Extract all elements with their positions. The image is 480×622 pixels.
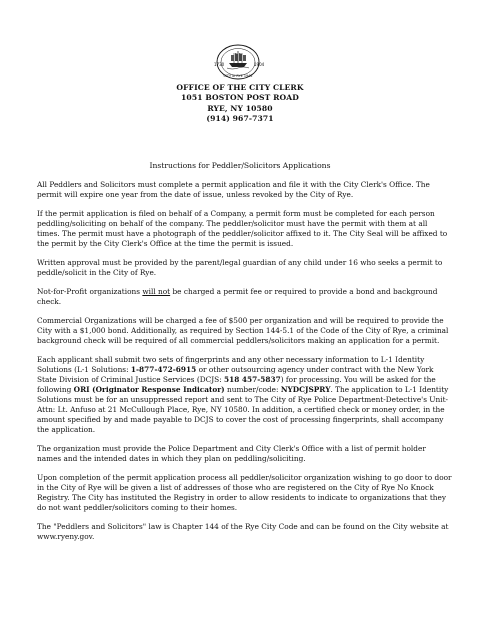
paragraph-permit-holders-list: The organization must provide the Police Department and City Clerk's Office with a list of permit holder names and the intended dates in which they plan on peddling/soliciting.	[37, 444, 426, 463]
document-body	[37, 180, 452, 551]
paragraph-commercial-fee: Commercial Organizations will be charged a fee of $500 per organization and will be required to provide the City with a $1,000 bond. Additionally, as required by Section 144-5.1 of the Code of the City of Rye, a criminal background check will be required of all commercial peddlers/solicitors making an application for a permit.	[37, 316, 449, 345]
svg-text:1904: 1904	[254, 62, 265, 67]
city-seal-logo	[200, 44, 276, 80]
paragraph-company-permit: If the permit application is filed on behalf of a Company, a permit form must be completed for each person peddling/soliciting on behalf of the company. The peddler/solicitor must have the permit with them at all times. The permit must have a photograph of the peddler/solicitor affixed to it. The City Seal will be affixed to the permit by the City Clerk's Office at the time the permit is issued.	[37, 209, 448, 248]
svg-text:1730: 1730	[214, 62, 225, 67]
paragraph-city-code: The "Peddlers and Solicitors" law is Chapter 144 of the Rye City Code and can be found on the City website at www.ryeny.gov.	[37, 522, 449, 541]
office-phone: (914) 967-7371	[206, 114, 274, 124]
office-city: RYE, NY 10580	[207, 103, 273, 113]
svg-text:CITY of RYE 1942: CITY of RYE 1942	[223, 74, 253, 78]
paragraph-fingerprints: Each applicant shall submit two sets of fingerprints and any other necessary information to L-1 Identity Solutions (L-1 Solutions: 1-877-472-6915 or other outsourcing agency under contract with the New York State Division of Criminal Justice Services (DCJS: 518 457-5837) for processing. You will be asked for the following ORI (Originator Response Indicator) number/code: NYDCJSPRY. The application to L-1 Identity Solutions must be for an unsuppressed report and sent to The City of Rye Police Department-Detective's Unit- Attn: Lt. Anfuso at 21 McCullough Place, Rye, NY 10580. In addition, a certified check or money order, in the amount specified by and made payable to DCJS to cover the cost of processing fingerprints, shall accompany the application.	[37, 355, 449, 434]
paragraph-permit-filing: All Peddlers and Solicitors must complete a permit application and file it with the City Clerk's Office. The permit will expire one year from the date of issue, unless revoked by the City of Rye.	[37, 180, 430, 199]
document-title: Instructions for Peddler/Solicitors Applications	[149, 161, 331, 170]
paragraph-not-for-profit: Not-for-Profit organizations will not be charged a permit fee or required to provide a bond and background check.	[37, 287, 438, 306]
office-header	[0, 83, 480, 125]
office-street: 1051 BOSTON POST ROAD	[181, 93, 299, 103]
office-name: OFFICE OF THE CITY CLERK	[176, 83, 304, 92]
paragraph-no-knock-registry: Upon completion of the permit application process all peddler/solicitor organization wishing to go door to door in the City of Rye will be given a list of addresses of those who are registered on the City of Rye No Knock Registry. The City has instituted the Registry in order to allow residents to indicate to organizations that they do not want peddler/solicitors coming to their homes.	[37, 473, 452, 512]
paragraph-minor-approval: Written approval must be provided by the parent/legal guardian of any child under 16 who seeks a permit to peddle/solicit in the City of Rye.	[37, 258, 443, 277]
